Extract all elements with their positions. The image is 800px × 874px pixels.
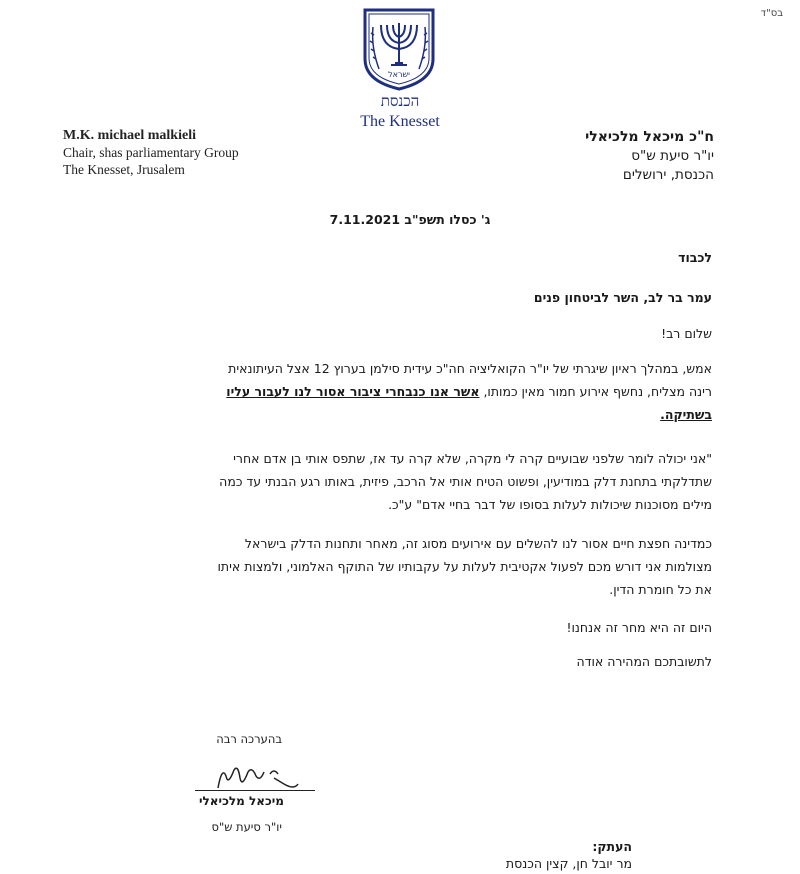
signature-title: יו"ר סיעת ש"ס [211,820,282,834]
para2-line1: "אני יכולה לומר שלפני שבועיים קרה לי מקרה, שלא קרה עד אז, שתפס אותי בן אדם אחרי [233,451,712,466]
sender-english-block [63,128,239,178]
signature-line [195,790,315,791]
para2-line2: שתדלקתי בתחנת דלק במודיעין, ופשוט הטיח אותי אל הרכב, פיזית, באותו רגע הבנתי עד כמה [219,474,712,489]
sender-english-place: The Knesset, Jrusalem [63,162,185,177]
letter-date: ג' כסלו תשפ"ב 7.11.2021 [329,212,491,227]
cc-recipient: מר יובל חן, קצין הכנסת [505,856,632,871]
para1-line3-emphasis: בשתיקה. [660,407,712,422]
para1-line2 [87,380,712,403]
para5: לתשובתכם המהירה אודה [576,654,712,669]
knesset-hebrew-title: הכנסת [380,92,420,110]
emblem-caption: ישראל [388,70,410,79]
sender-english-title: Chair, shas parliamentary Group [63,145,239,160]
para3-line2: מצולמות אני דורש מכם לפעול אקטיבית לעלות על עקבותיו של התוקף האלמוני, ולמצות איתו [217,559,712,574]
sender-hebrew-block [585,128,714,185]
para1-emphasis: אשר אנו כנבחרי ציבור אסור לנו לעבור עליו [226,384,480,399]
para3-line1: כמדינה חפצת חיים אסור לנו להשלים עם אירועים מסוג זה, מאחר ותחנות הדלק בישראל [244,536,712,551]
sender-hebrew-title: יו"ר סיעת ש"ס [631,148,714,164]
para1-block [87,357,712,426]
para3-block [87,532,712,601]
sender-english-name: M.K. michael malkieli [63,128,196,143]
para1-line2-text: רינה מצליח, נחשף אירוע חמור מאין כמותו, [479,384,712,399]
para3-line3: את כל חומרת הדין. [609,582,712,597]
cc-label: העתק: [592,839,632,854]
handwritten-signature-icon [212,758,302,794]
sender-hebrew-name: ח"כ מיכאל מלכיאלי [585,129,714,145]
knesset-emblem-icon [361,7,437,91]
greeting: שלום רב! [661,326,712,341]
recipient-to: לכבוד [678,250,712,265]
knesset-english-title: The Knesset [360,113,440,130]
para2-block [87,447,712,516]
recipient-name: עמר בר לב, השר לביטחון פנים [533,290,712,305]
para1-line1: אמש, במהלך ראיון שיגרתי של יו"ר הקואליציה חה"כ עידית סילמן בערוץ 12 אצל העיתונאית [228,361,712,376]
signature-appreciation: בהערכה רבה [216,732,282,746]
signature-name: מיכאל מלכיאלי [199,794,284,808]
para2-line3: מילים מסוכנות שיכולות לעלות בסופו של דבר בחיי אדם" ע"כ. [388,497,712,512]
sender-hebrew-place: הכנסת, ירושלים [622,167,714,183]
para4: היום זה היא מחר זה אנחנו! [566,620,712,635]
bsd-mark: בס"ד [760,8,783,19]
